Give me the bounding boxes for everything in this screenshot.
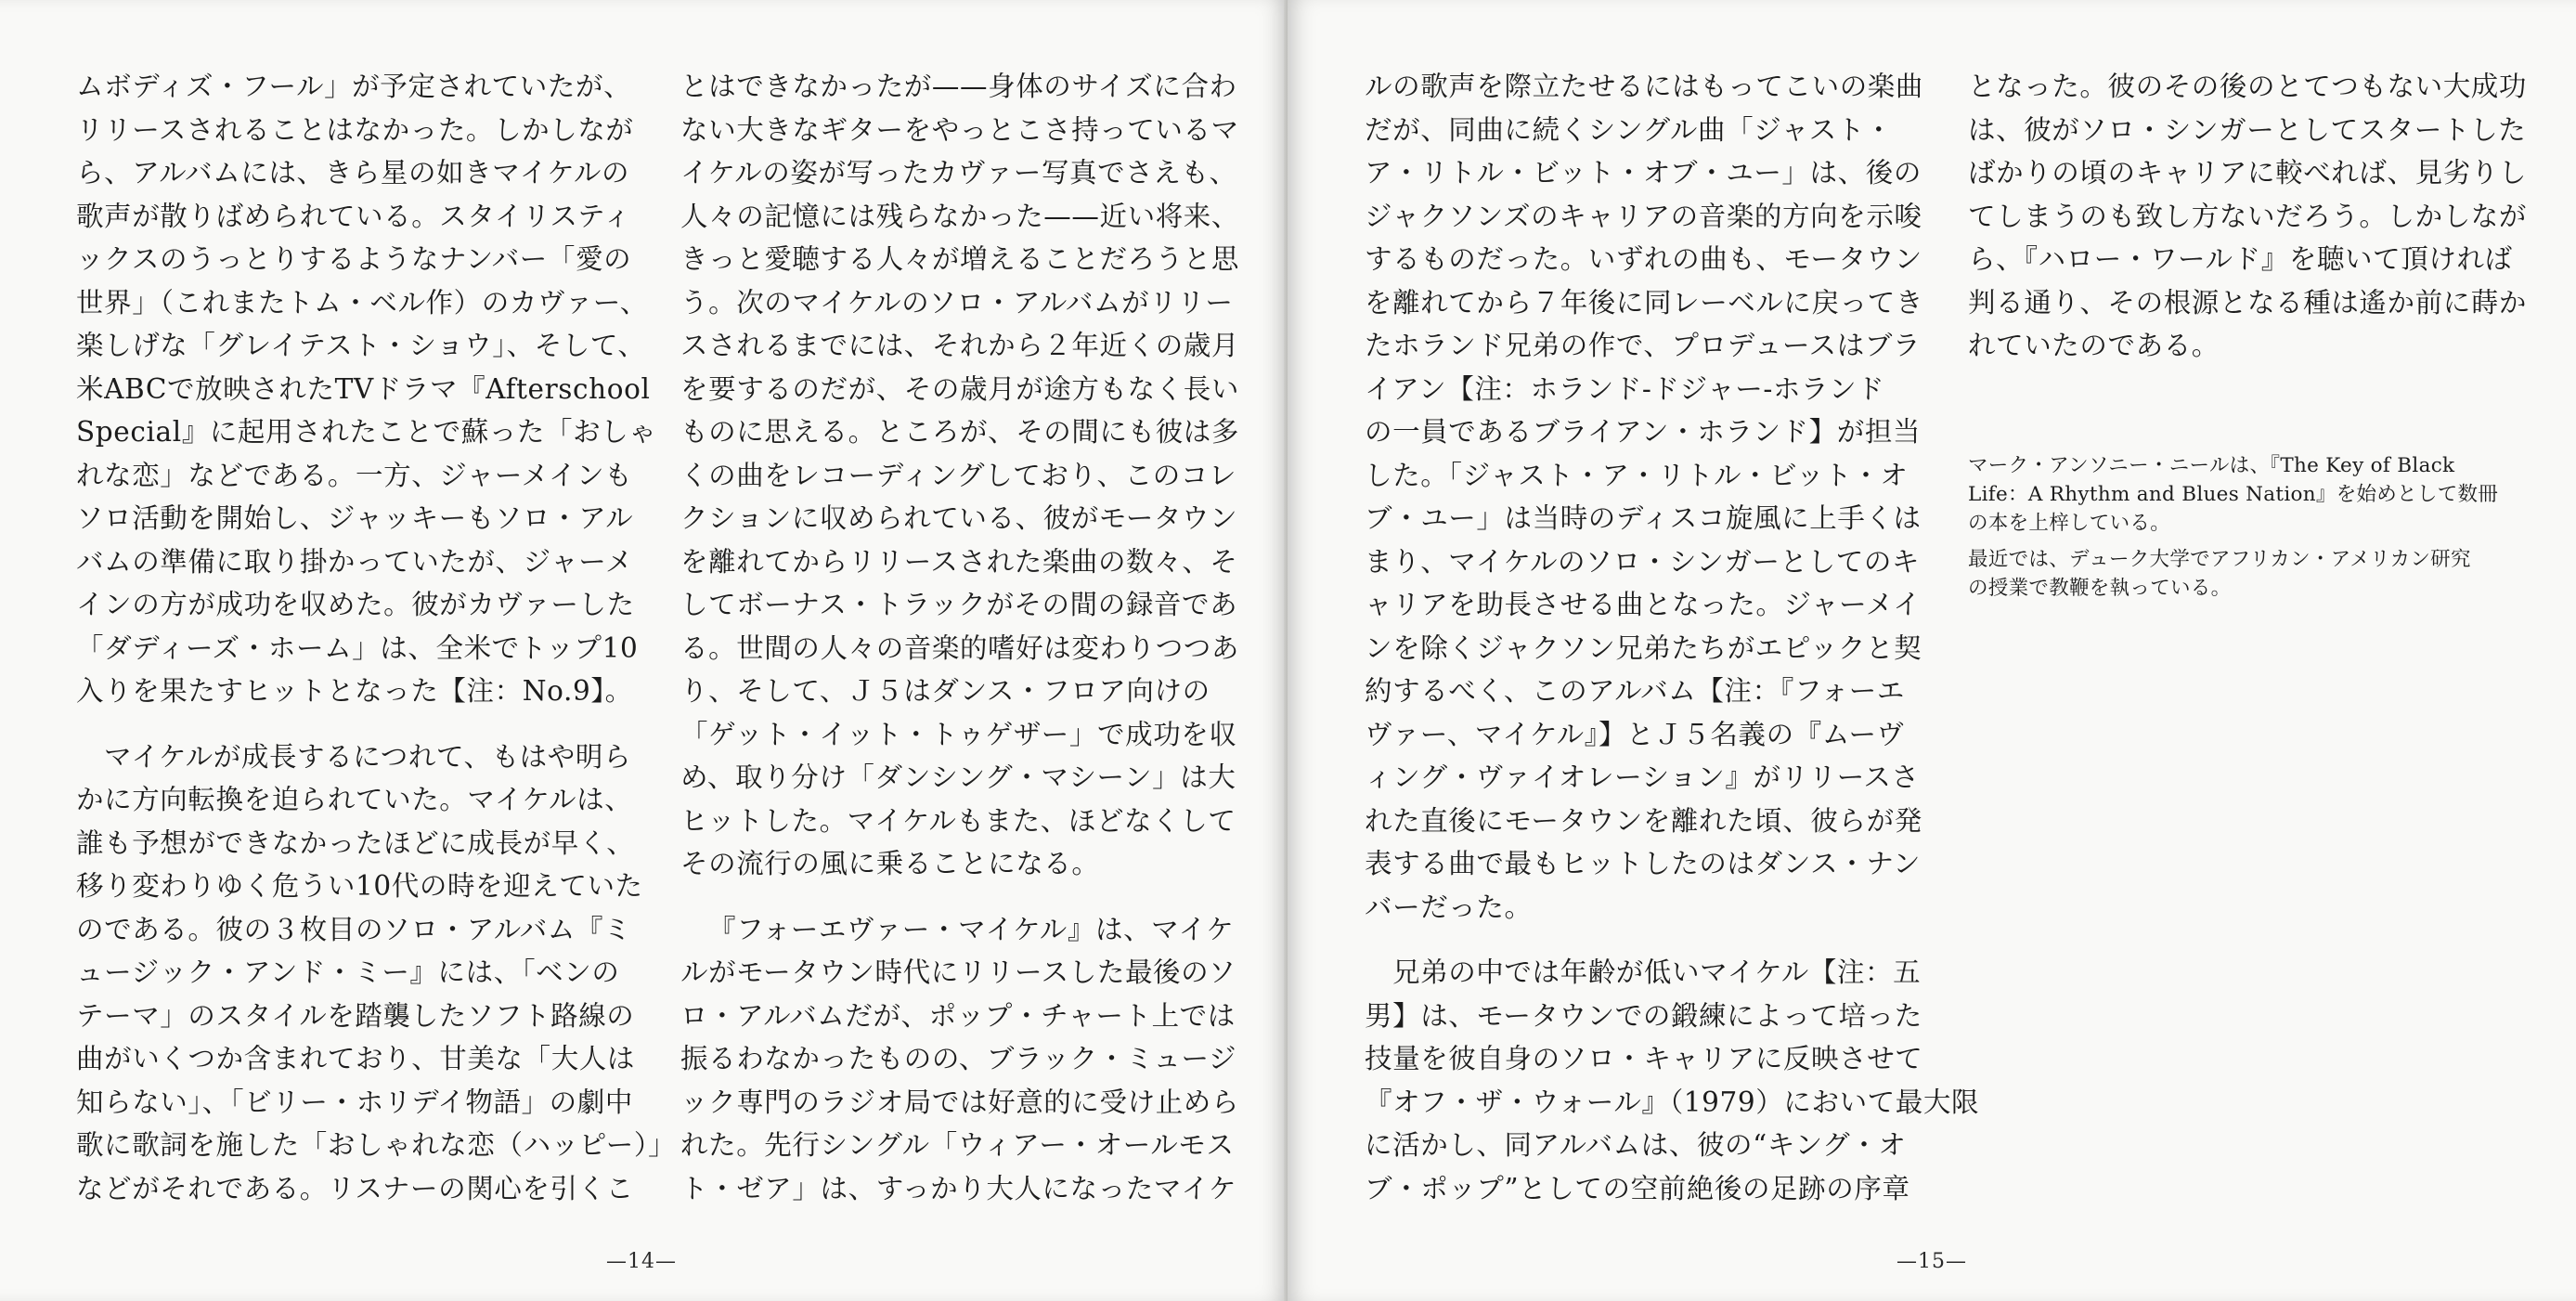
text-line: う。次のマイケルのソロ・アルバムがリリー	[680, 286, 1234, 319]
text-line: め、取り分け「ダンシング・マシーン」は大	[680, 761, 1236, 793]
text-line: 人々の記憶には残らなかった——近い将来、	[680, 200, 1240, 232]
text-line: ジャクソンズのキャリアの音楽的方向を示唆	[1365, 200, 1922, 232]
text-line: きっと愛聴する人々が増えることだろうと思	[680, 243, 1240, 275]
text-line: 移り変わりゆく危うい10代の時を迎えていた	[76, 870, 643, 902]
text-line: するものだった。いずれの曲も、モータウン	[1365, 243, 1922, 275]
text-line: 表する曲で最もヒットしたのはダンス・ナン	[1365, 848, 1922, 879]
right-page	[1288, 0, 2576, 1301]
text-line: となった。彼のその後のとてつもない大成功	[1968, 71, 2528, 102]
text-line: り、そして、Ｊ５はダンス・フロア向けの	[680, 675, 1210, 707]
text-line: などがそれである。リスナーの関心を引くこ	[76, 1172, 634, 1204]
text-line: ュージック・アンド・ミー』には、「ベンの	[76, 956, 620, 988]
right-page-column-2	[1968, 65, 2528, 390]
text-line: テーマ」のスタイルを踏襲したソフト路線の	[76, 999, 635, 1032]
text-line: 入りを果たすヒットとなった【注：No.9】。	[76, 675, 633, 707]
text-line: 世界」（これまたトム・ベル作）のカヴァー、	[76, 286, 648, 319]
text-line: ト・ゼア」は、すっかり大人になったマイケ	[680, 1172, 1237, 1204]
paragraph	[76, 65, 657, 713]
text-line: 技量を彼自身のソロ・キャリアに反映させて	[1365, 1043, 1923, 1074]
text-line: 歌声が散りばめられている。スタイリスティ	[76, 200, 631, 232]
text-line: は、彼がソロ・シンガーとしてスタートした	[1968, 113, 2527, 146]
text-line: ルの歌声を際立たせるにはもってこいの楽曲	[1365, 71, 1924, 102]
text-line: 振るわなかったものの、ブラック・ミュージ	[680, 1043, 1237, 1074]
text-line: を要するのだが、その歳月が途方もなく長い	[680, 372, 1240, 405]
text-line: ック専門のラジオ局では好意的に受け止めら	[680, 1086, 1240, 1118]
text-line: した。「ジャスト・ア・リトル・ビット・オ	[1365, 459, 1909, 491]
text-line: 男】は、モータウンでの鍛練によって培った	[1365, 999, 1922, 1032]
text-line: してボーナス・トラックがその間の録音であ	[680, 589, 1238, 620]
page-number-left: —14—	[606, 1250, 677, 1273]
text-line: ソロ活動を開始し、ジャッキーもソロ・アル	[76, 502, 634, 534]
text-line: ない大きなギターをやっとこさ持っているマ	[680, 113, 1239, 146]
text-line: ヴァー、マイケル』】とＪ５名義の『ムーヴ	[1365, 718, 1905, 750]
text-line: 歌に歌詞を施した「おしゃれな恋（ハッピー）」	[76, 1129, 677, 1161]
text-line: Special』に起用されたことで蘇った「おしゃ	[76, 416, 657, 448]
text-line: に活かし、同アルバムは、彼の“キング・オ	[1365, 1129, 1907, 1161]
text-line: ンを除くジャクソン兄弟たちがエピックと契	[1365, 631, 1922, 664]
text-line: れた。先行シングル「ウィアー・オールモス	[680, 1129, 1235, 1161]
page-number-right: —15—	[1896, 1250, 1967, 1273]
text-line: ブ・ユー」は当時のディスコ旋風に上手くは	[1365, 502, 1922, 534]
bio-line: 最近では、デューク大学でアフリカン・アメリカン研究	[1968, 548, 2471, 571]
paragraph	[680, 65, 1240, 886]
right-page-column-1	[1365, 65, 1980, 1232]
text-line: ロ・アルバムだが、ポップ・チャート上では	[680, 999, 1236, 1032]
text-line: クションに収められている、彼がモータウン	[680, 502, 1238, 534]
text-line: 「ダディーズ・ホーム」は、全米でトップ10	[76, 631, 639, 664]
paragraph-gap	[1968, 538, 2516, 545]
text-line: ムボディズ・フール」が予定されていたが、	[76, 71, 632, 102]
paragraph	[680, 908, 1240, 1211]
text-line: イケルの姿が写ったカヴァー写真でさえも、	[680, 157, 1237, 189]
text-line: ばかりの頃のキャリアに較べれば、見劣りし	[1968, 157, 2528, 189]
text-line: 楽しげな「グレイテスト・ショウ」、そして、	[76, 330, 646, 361]
left-page-column-2	[680, 65, 1240, 1232]
text-line: ャリアを助長させる曲となった。ジャーメイ	[1365, 589, 1922, 620]
bio-line: Life：A Rhythm and Blues Nation』を始めとして数冊	[1968, 483, 2499, 506]
text-line: インの方が成功を収めた。彼がカヴァーした	[76, 589, 635, 620]
text-line: くの曲をレコーディングしており、このコレ	[680, 459, 1237, 491]
author-bio	[1968, 451, 2516, 603]
text-line: ヒットした。マイケルもまた、ほどなくして	[680, 804, 1236, 837]
text-line: 『オフ・ザ・ウォール』（1979）において最大限	[1365, 1086, 1980, 1118]
text-line: てしまうのも致し方ないだろう。しかしなが	[1968, 200, 2528, 232]
text-line: 約するべく、このアルバム【注：『フォーエ	[1365, 675, 1905, 707]
text-line: 「ゲット・イット・トゥゲザー」で成功を収	[680, 718, 1237, 750]
text-line: ィング・ヴァイオレーション』がリリースさ	[1365, 761, 1920, 793]
text-line: のである。彼の３枚目のソロ・アルバム『ミ	[76, 913, 632, 945]
text-line: たホランド兄弟の作で、プロデュースはブラ	[1365, 330, 1922, 361]
text-line: ブ・ポップ”としての空前絶後の足跡の序章	[1365, 1172, 1910, 1204]
text-line: ら、『ハロー・ワールド』を聴いて頂ければ	[1968, 243, 2513, 275]
text-line: とはできなかったが——身体のサイズに合わ	[680, 71, 1237, 102]
text-line: ックスのうっとりするようなナンバー「愛の	[76, 243, 632, 275]
text-line: れていたのである。	[1968, 330, 2220, 361]
paragraph	[1365, 951, 1980, 1210]
text-line: ルがモータウン時代にリリースした最後のソ	[680, 956, 1236, 988]
text-line: れな恋」などである。一方、ジャーメインも	[76, 459, 633, 491]
text-line: 『フォーエヴァー・マイケル』は、マイケ	[708, 913, 1235, 945]
bio-line: マーク・アンソニー・ニールは、『The Key of Black	[1968, 454, 2455, 477]
paragraph	[1365, 65, 1924, 929]
text-line: 誰も予想ができなかったほどに成長が早く、	[76, 826, 635, 859]
text-line: ものに思える。ところが、その間にも彼は多	[680, 416, 1240, 448]
text-line: れた直後にモータウンを離れた頃、彼らが発	[1365, 804, 1922, 837]
text-line: ア・リトル・ビット・オブ・ユー」は、後の	[1365, 157, 1922, 189]
text-line: その流行の風に乗ることになる。	[680, 848, 1100, 879]
text-line: 判る通り、その根源となる種は遙か前に蒔か	[1968, 286, 2528, 319]
text-line: 知らない」、「ビリー・ホリデイ物語」の劇中	[76, 1086, 633, 1118]
text-line: かに方向転換を迫られていた。マイケルは、	[76, 784, 633, 815]
text-line: を離れてから７年後に同レーベルに戻ってき	[1365, 286, 1924, 319]
text-line: だが、同曲に続くシングル曲「ジャスト・	[1365, 113, 1894, 146]
paragraph	[76, 735, 677, 1211]
text-line: バーだった。	[1365, 891, 1533, 923]
text-line: バムの準備に取り掛かっていたが、ジャーメ	[76, 545, 633, 578]
text-line: 曲がいくつか含まれており、甘美な「大人は	[76, 1043, 636, 1074]
text-line: る。世間の人々の音楽的嗜好は変わりつつあ	[680, 631, 1240, 664]
bio-line: の授業で教鞭を執っている。	[1968, 577, 2232, 600]
text-line: 兄弟の中では年齢が低いマイケル【注：五	[1392, 956, 1922, 988]
bio-line: の本を上梓している。	[1968, 512, 2171, 535]
text-line: イアン【注：ホランド-ドジャー-ホランド	[1365, 372, 1885, 405]
text-line: マイケルが成長するにつれて、もはや明ら	[104, 740, 632, 773]
text-line: まり、マイケルのソロ・シンガーとしてのキ	[1365, 545, 1921, 578]
text-line: を離れてからリリースされた楽曲の数々、そ	[680, 545, 1238, 578]
text-line: 米ABCで放映されたTVドラマ『Afterschool	[76, 372, 651, 405]
text-line: リリースされることはなかった。しかしなが	[76, 113, 634, 146]
paragraph	[1968, 65, 2528, 368]
text-line: スされるまでには、それから２年近くの歳月	[680, 330, 1240, 361]
left-page-column-1	[76, 65, 677, 1232]
text-line: ら、アルバムには、きら星の如きマイケルの	[76, 157, 630, 189]
text-line: の一員であるブライアン・ホランド】が担当	[1365, 416, 1922, 448]
